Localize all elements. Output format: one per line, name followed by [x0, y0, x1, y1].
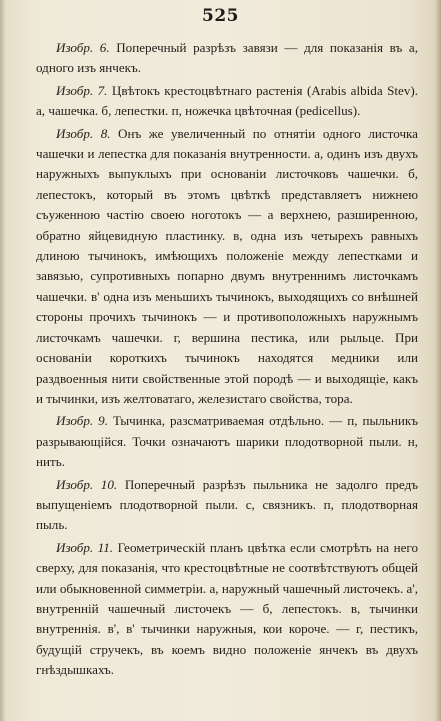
page-body — [36, 38, 418, 681]
page-number: 525 — [202, 6, 239, 26]
figure-label: Изобр. 6. — [56, 40, 110, 55]
figure-description: Геометрическій планъ цвѣтка если смотрѣть на него сверху, для показанія, что крестоцвѣтные не соотвѣтствуютъ общей или обыкновенной симметріи. a, наружный чашечный листочекъ. a', внутренній чашечный листочекъ — б, лепестокъ. в, тычинки внутреннія. в', в' тычинки наружныя, кои короче. — г, пестикъ, будущій стручекъ, въ коемъ видно положеніе янчекъ въ двухъ гнѣздышкахъ. — [36, 539, 418, 678]
figure-label: Изобр. 9. — [56, 413, 108, 429]
page-edge-shadow-left — [0, 0, 6, 721]
figure-label: Изобр. 8. — [56, 125, 111, 141]
figure-caption-8 — [36, 124, 418, 410]
figure-label: Изобр. 11. — [56, 539, 114, 555]
figure-caption-7 — [36, 81, 418, 122]
figure-description: Онъ же увеличенный по отнятіи одного листочка чашечки и лепестка для показанія внутренности. a, одинъ изъ двухъ наружныхъ выпуклыхъ при основаніи листочковъ чашечки. б, лепестокъ, который въ этомъ цвѣткѣ представляетъ нижнею съуженною частію своею ноготокъ — а верхнею, разширенною, обратно яйцевидную пластинку. в, одна изъ четырехъ равныхъ длиною тычинокъ, имѣющихъ положеніе между лепестками и завязью, супротивныхъ попарно двумъ внутреннимъ листочкамъ чашечки. в' одна изъ меньшихъ тычинокъ, выходящихъ со внѣшней стороны прочихъ тычинокъ — и противоположныхъ наружнымъ листочкамъ чашечки. г, вершина пестика, или рыльце. При основаніи короткихъ тычинокъ находятся медники или раздвоенныя нити свойственные этой породѣ — и выходящіе, какъ и тычинки, изъ желтоватаго, железистаго свойства, тора. — [36, 125, 418, 406]
figure-description: Тычинка, разсматриваемая отдѣльно. — п, пыльникъ разрывающійся. Точки означаютъ шарики плодотворной пыли. н, нить. — [36, 413, 418, 470]
figure-caption-6 — [36, 38, 418, 79]
figure-caption-10 — [36, 475, 418, 536]
page-edge-shadow-right — [435, 0, 441, 721]
figure-caption-11 — [36, 538, 418, 681]
figure-description: Поперечный разрѣзъ пыльника не задолго предъ выпущеніемъ плодотворной пыли. с, связникъ. п, плодотворная пыль. — [36, 476, 419, 533]
figure-caption-9 — [36, 411, 418, 472]
figure-label: Изобр. 10. — [56, 476, 118, 492]
figure-label: Изобр. 7. — [56, 82, 108, 98]
figure-description: Поперечный разрѣзъ завязи — для показанія въ a, одного изъ янчекъ. — [36, 40, 418, 76]
figure-description: Цвѣтокъ крестоцвѣтнаго растенія (Arabis albida Stev). a, чашечка. б, лепестки. п, ножечка цвѣточная (pedicellus). — [36, 82, 419, 119]
